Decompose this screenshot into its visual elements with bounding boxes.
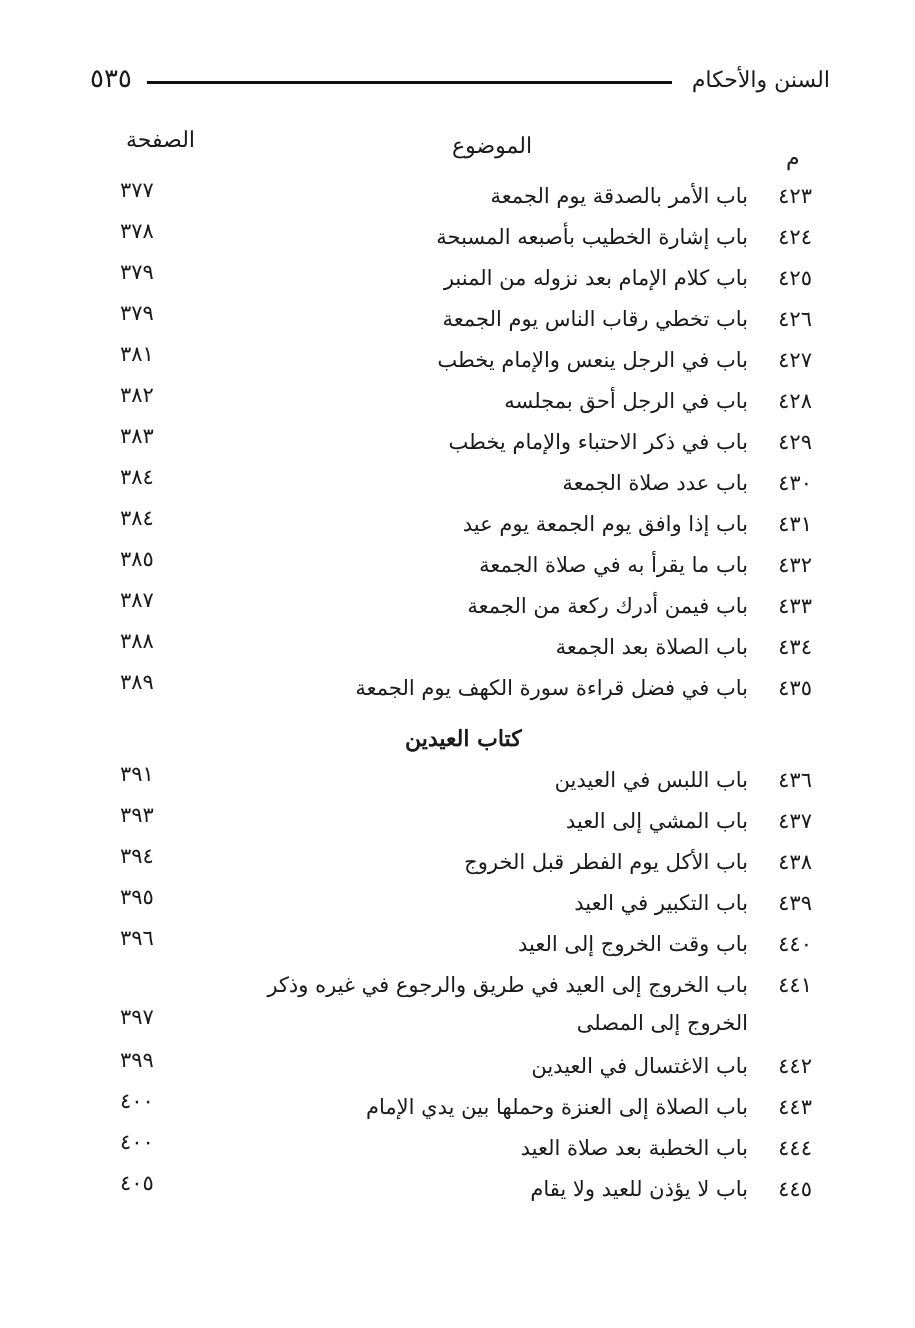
entry-title: باب الأمر بالصدقة يوم الجمعة — [490, 184, 748, 208]
entry-title: باب الاغتسال في العيدين — [531, 1054, 748, 1078]
entry-number: ٤٣٣ — [778, 594, 812, 618]
entry-title: باب كلام الإمام بعد نزوله من المنبر — [443, 266, 748, 290]
column-header-page: الصفحة — [126, 128, 196, 153]
toc-row — [100, 1171, 812, 1217]
entry-page: ٣٩٣ — [120, 803, 154, 827]
entry-page: ٣٩٧ — [120, 1005, 154, 1029]
entry-title: باب الأكل يوم الفطر قبل الخروج — [464, 850, 748, 874]
entry-number: ٤٤٠ — [778, 932, 812, 956]
entry-page: ٤٠٠ — [120, 1130, 154, 1154]
entry-page: ٣٨٤ — [120, 506, 154, 530]
entry-number: ٤٢٣ — [778, 184, 812, 208]
toc-row — [100, 670, 812, 716]
entry-page: ٣٨٥ — [120, 547, 154, 571]
entry-page: ٣٨١ — [120, 342, 154, 366]
toc-row — [100, 178, 812, 224]
entry-title: باب المشي إلى العيد — [565, 809, 748, 833]
running-header — [90, 64, 830, 104]
toc-row — [100, 219, 812, 265]
entry-title: باب التكبير في العيد — [574, 891, 748, 915]
toc-row — [100, 1130, 812, 1176]
toc-row — [100, 383, 812, 429]
page-number: ٥٣٥ — [90, 64, 132, 94]
entry-title: باب اللبس في العيدين — [554, 768, 748, 792]
entry-page: ٣٨٢ — [120, 383, 154, 407]
toc-row — [100, 844, 812, 890]
toc-row — [100, 762, 812, 808]
entry-number: ٤٣٦ — [778, 768, 812, 792]
toc-row — [100, 588, 812, 634]
entry-title-continuation: الخروج إلى المصلى — [576, 1011, 748, 1035]
entry-number: ٤٤٥ — [778, 1177, 812, 1201]
entry-title: باب إذا وافق يوم الجمعة يوم عيد — [462, 512, 748, 536]
entry-number: ٤٤٣ — [778, 1095, 812, 1119]
entry-title: باب في فضل قراءة سورة الكهف يوم الجمعة — [355, 676, 748, 700]
toc-row — [100, 342, 812, 388]
entry-page: ٣٩٤ — [120, 844, 154, 868]
entry-number: ٤٤٢ — [778, 1054, 812, 1078]
entry-title: باب وقت الخروج إلى العيد — [517, 932, 748, 956]
entry-title: باب عدد صلاة الجمعة — [562, 471, 748, 495]
section-heading: كتاب العيدين — [405, 726, 522, 752]
entry-page: ٣٩٩ — [120, 1048, 154, 1072]
toc-row — [100, 629, 812, 675]
entry-page: ٣٨٩ — [120, 670, 154, 694]
entry-number: ٤٤٤ — [778, 1136, 812, 1160]
entry-number: ٤٣٢ — [778, 553, 812, 577]
entry-page: ٣٧٧ — [120, 178, 154, 202]
entry-title: باب الصلاة بعد الجمعة — [555, 635, 748, 659]
entry-title: باب ما يقرأ به في صلاة الجمعة — [479, 553, 748, 577]
toc-row — [100, 301, 812, 347]
toc-row — [100, 973, 812, 1051]
toc-row — [100, 1089, 812, 1135]
toc-row — [100, 926, 812, 972]
entry-page: ٣٧٩ — [120, 260, 154, 284]
entry-title: باب الخطبة بعد صلاة العيد — [520, 1136, 748, 1160]
book-title: السنن والأحكام — [691, 68, 830, 93]
entry-number: ٤٢٧ — [778, 348, 812, 372]
toc-row — [100, 424, 812, 470]
entry-title: باب لا يؤذن للعيد ولا يقام — [530, 1177, 748, 1201]
entry-number: ٤٣٠ — [778, 471, 812, 495]
entry-page: ٤٠٠ — [120, 1089, 154, 1113]
entry-number: ٤٣٨ — [778, 850, 812, 874]
entry-number: ٤٣٧ — [778, 809, 812, 833]
entry-title: باب في الرجل أحق بمجلسه — [504, 389, 748, 413]
entry-page: ٣٧٩ — [120, 301, 154, 325]
entry-page: ٣٧٨ — [120, 219, 154, 243]
entry-number: ٤٢٨ — [778, 389, 812, 413]
entry-title: باب تخطي رقاب الناس يوم الجمعة — [442, 307, 748, 331]
entry-page: ٣٩١ — [120, 762, 154, 786]
header-rule — [147, 81, 672, 84]
entry-title: باب في الرجل ينعس والإمام يخطب — [437, 348, 748, 372]
entry-number: ٤٢٥ — [778, 266, 812, 290]
entry-page: ٣٨٧ — [120, 588, 154, 612]
entry-title: باب فيمن أدرك ركعة من الجمعة — [467, 594, 748, 618]
toc-row — [100, 547, 812, 593]
entry-page: ٣٨٨ — [120, 629, 154, 653]
toc-row — [100, 260, 812, 306]
entry-number: ٤٢٤ — [778, 225, 812, 249]
toc-row — [100, 1048, 812, 1094]
entry-title: باب إشارة الخطيب بأصبعه المسبحة — [436, 225, 748, 249]
toc-row — [100, 803, 812, 849]
entry-page: ٣٩٥ — [120, 885, 154, 909]
entry-title: باب الخروج إلى العيد في طريق والرجوع في غيره وذكر — [267, 973, 748, 997]
entry-number: ٤٢٩ — [778, 430, 812, 454]
entry-number: ٤٣٥ — [778, 676, 812, 700]
entry-number: ٤٤١ — [778, 973, 812, 997]
entry-title: باب الصلاة إلى العنزة وحملها بين يدي الإمام — [366, 1095, 748, 1119]
entry-number: ٤٣١ — [778, 512, 812, 536]
entry-page: ٤٠٥ — [120, 1171, 154, 1195]
entry-number: ٤٢٦ — [778, 307, 812, 331]
entry-page: ٣٨٤ — [120, 465, 154, 489]
toc-row — [100, 885, 812, 931]
toc-row — [100, 465, 812, 511]
column-header-number: م — [786, 146, 800, 171]
entry-title: باب في ذكر الاحتباء والإمام يخطب — [448, 430, 748, 454]
column-header-topic: الموضوع — [452, 134, 533, 159]
entry-page: ٣٨٣ — [120, 424, 154, 448]
toc-row — [100, 506, 812, 552]
entry-number: ٤٣٩ — [778, 891, 812, 915]
entry-page: ٣٩٦ — [120, 926, 154, 950]
entry-number: ٤٣٤ — [778, 635, 812, 659]
